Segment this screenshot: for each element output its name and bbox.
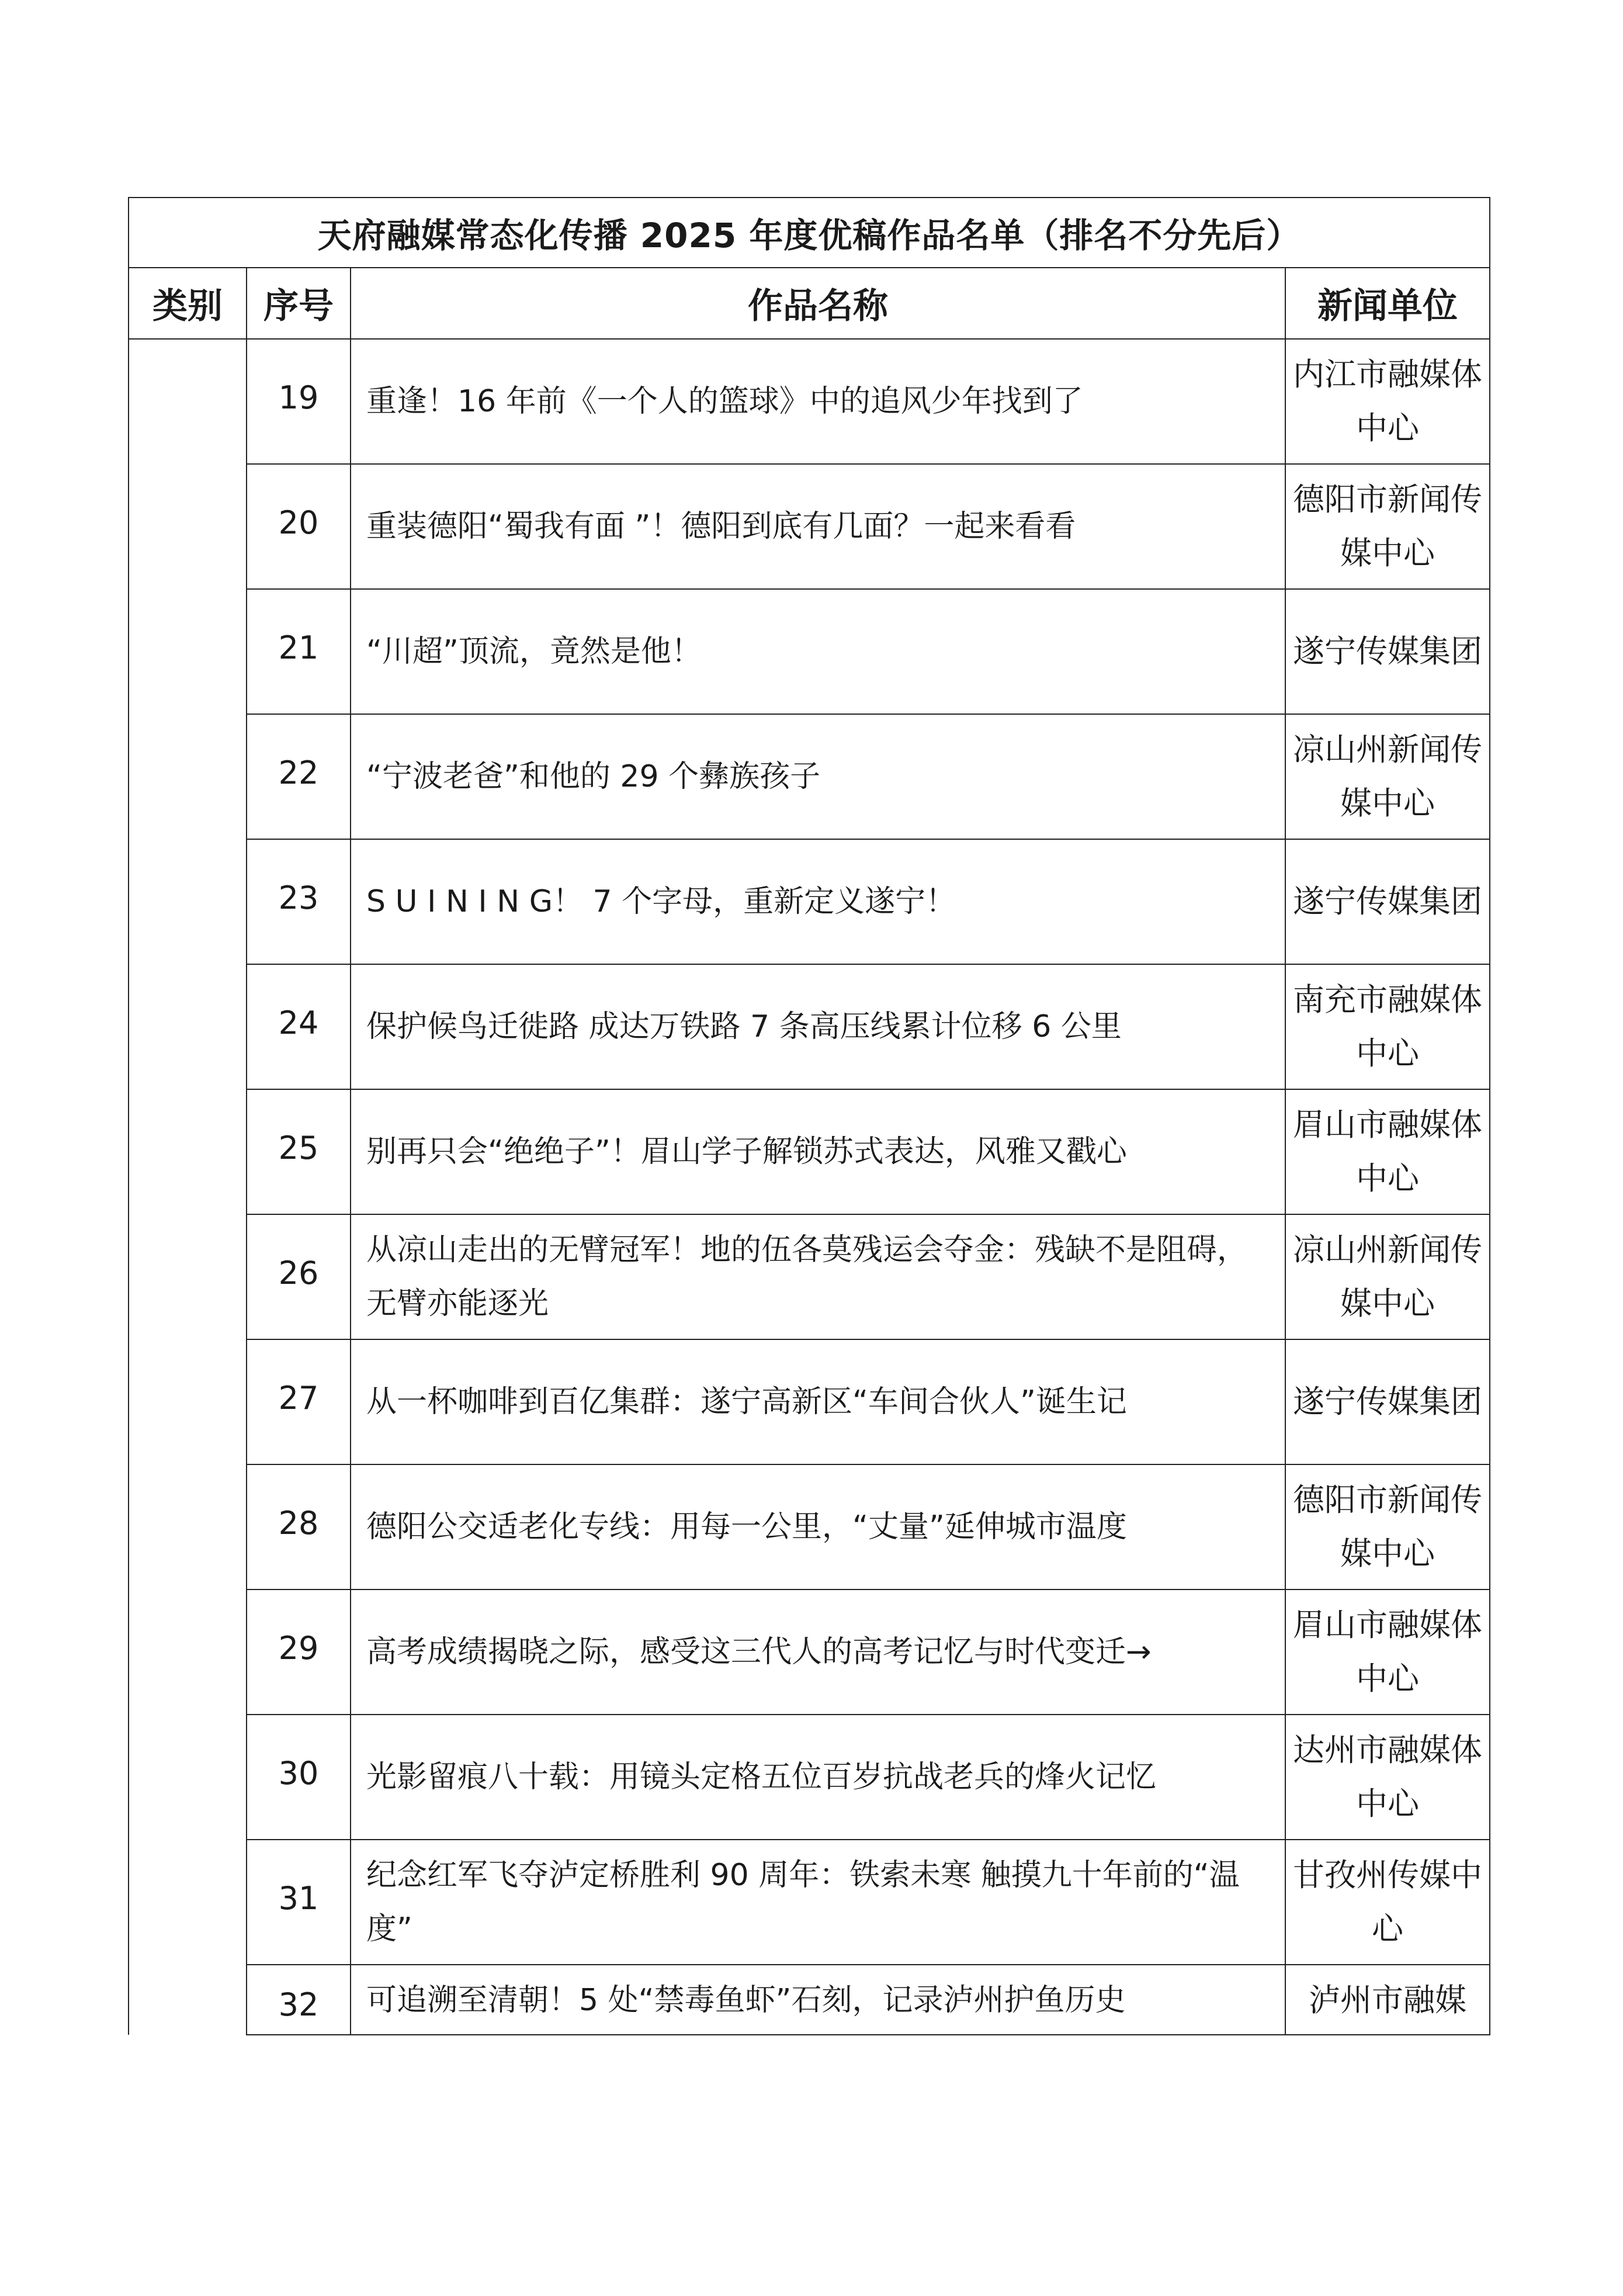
row-unit: 南充市融媒体中心 (1285, 964, 1490, 1089)
row-seq: 21 (247, 589, 351, 714)
table-row (129, 1339, 1490, 1464)
row-seq: 23 (247, 839, 351, 964)
row-work-name: 德阳公交适老化专线：用每一公里，“丈量”延伸城市温度 (351, 1464, 1285, 1589)
header-work-name: 作品名称 (351, 268, 1285, 339)
row-unit: 甘孜州传媒中心 (1285, 1840, 1490, 1965)
row-unit: 遂宁传媒集团 (1285, 589, 1490, 714)
row-work-name: 纪念红军飞夺泸定桥胜利 90 周年：铁索未寒 触摸九十年前的“温度” (351, 1840, 1285, 1965)
table-row (129, 1089, 1490, 1214)
row-seq: 19 (247, 339, 351, 464)
table-row (129, 589, 1490, 714)
table-title: 天府融媒常态化传播 2025 年度优稿作品名单（排名不分先后） (129, 198, 1490, 268)
row-unit: 达州市融媒体中心 (1285, 1715, 1490, 1840)
table-row (129, 1589, 1490, 1715)
table-row (129, 1840, 1490, 1965)
row-work-name: 从凉山走出的无臂冠军！地的伍各莫残运会夺金：残缺不是阻碍，无臂亦能逐光 (351, 1214, 1285, 1339)
row-unit: 眉山市融媒体中心 (1285, 1089, 1490, 1214)
row-work-name: S U I N I N G！ 7 个字母，重新定义遂宁！ (351, 839, 1285, 964)
row-unit: 凉山州新闻传媒中心 (1285, 714, 1490, 839)
row-work-name: 从一杯咖啡到百亿集群：遂宁高新区“车间合伙人”诞生记 (351, 1339, 1285, 1464)
row-work-name: 光影留痕八十载：用镜头定格五位百岁抗战老兵的烽火记忆 (351, 1715, 1285, 1840)
table-row (129, 1464, 1490, 1589)
table-header-row (129, 268, 1490, 339)
table-title-row (129, 198, 1490, 268)
category-cell (129, 339, 247, 2035)
table-row (129, 1965, 1490, 2035)
row-seq: 25 (247, 1089, 351, 1214)
table-row (129, 339, 1490, 464)
row-unit: 内江市融媒体中心 (1285, 339, 1490, 464)
table-row (129, 714, 1490, 839)
row-unit: 遂宁传媒集团 (1285, 839, 1490, 964)
header-category: 类别 (129, 268, 247, 339)
row-seq: 27 (247, 1339, 351, 1464)
awards-table (128, 197, 1490, 2035)
row-work-name: 保护候鸟迁徙路 成达万铁路 7 条高压线累计位移 6 公里 (351, 964, 1285, 1089)
row-seq: 29 (247, 1589, 351, 1715)
table-row (129, 1214, 1490, 1339)
row-unit: 眉山市融媒体中心 (1285, 1589, 1490, 1715)
row-unit: 德阳市新闻传媒中心 (1285, 464, 1490, 589)
row-seq: 20 (247, 464, 351, 589)
row-work-name: “川超”顶流，竟然是他！ (351, 589, 1285, 714)
row-work-name: 可追溯至清朝！5 处“禁毒鱼虾”石刻，记录泸州护鱼历史 (351, 1965, 1285, 2035)
row-seq: 24 (247, 964, 351, 1089)
table-row (129, 839, 1490, 964)
row-seq: 30 (247, 1715, 351, 1840)
row-seq: 31 (247, 1840, 351, 1965)
row-work-name: 重装德阳“蜀我有面 ”！德阳到底有几面？一起来看看 (351, 464, 1285, 589)
row-seq: 22 (247, 714, 351, 839)
header-seq: 序号 (247, 268, 351, 339)
table-row (129, 1715, 1490, 1840)
row-seq: 26 (247, 1214, 351, 1339)
row-work-name: 高考成绩揭晓之际，感受这三代人的高考记忆与时代变迁→ (351, 1589, 1285, 1715)
row-unit: 德阳市新闻传媒中心 (1285, 1464, 1490, 1589)
row-work-name: 重逢！16 年前《一个人的篮球》中的追风少年找到了 (351, 339, 1285, 464)
row-work-name: 别再只会“绝绝子”！眉山学子解锁苏式表达，风雅又戳心 (351, 1089, 1285, 1214)
row-seq: 28 (247, 1464, 351, 1589)
row-work-name: “宁波老爸”和他的 29 个彝族孩子 (351, 714, 1285, 839)
row-unit: 凉山州新闻传媒中心 (1285, 1214, 1490, 1339)
row-seq: 32 (247, 1965, 351, 2035)
row-unit: 遂宁传媒集团 (1285, 1339, 1490, 1464)
header-unit: 新闻单位 (1285, 268, 1490, 339)
table-row (129, 964, 1490, 1089)
row-unit: 泸州市融媒 (1285, 1965, 1490, 2035)
table-row (129, 464, 1490, 589)
